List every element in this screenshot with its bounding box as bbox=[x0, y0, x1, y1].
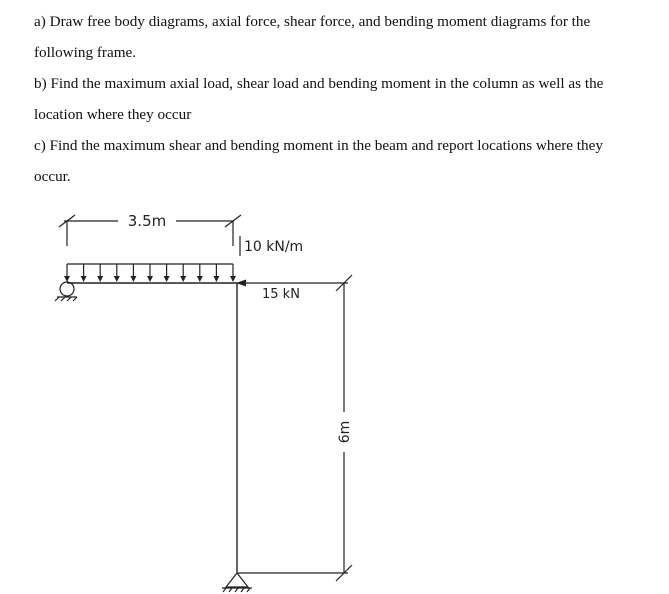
beam-length-label: 3.5m bbox=[127, 212, 167, 230]
roller-circle bbox=[60, 282, 74, 296]
question-a-line-1: a) Draw free body diagrams, axial force, shear force, and bending moment diagrams for the bbox=[34, 13, 591, 30]
question-a-line-2: following frame. bbox=[34, 44, 137, 61]
column-height-label: 6m bbox=[337, 420, 353, 444]
load-arrowhead bbox=[213, 276, 219, 282]
load-arrowhead bbox=[64, 276, 70, 282]
load-arrowhead bbox=[130, 276, 136, 282]
load-arrowhead bbox=[81, 276, 87, 282]
load-arrowhead bbox=[114, 276, 120, 282]
question-c-line-1: c) Find the maximum shear and bending moment in the beam and report locations where they bbox=[34, 137, 603, 154]
load-arrows bbox=[64, 264, 236, 282]
distributed-load bbox=[64, 264, 236, 282]
point-load-arrow bbox=[236, 280, 348, 287]
pin-triangle bbox=[226, 573, 248, 587]
load-arrowhead bbox=[147, 276, 153, 282]
pin-support-icon bbox=[222, 573, 252, 592]
distributed-load-label: 10 kN/m bbox=[244, 239, 304, 255]
question-b-line-2: location where they occur bbox=[34, 106, 192, 123]
load-arrowhead bbox=[230, 276, 236, 282]
load-arrowhead bbox=[164, 276, 170, 282]
point-load-label: 15 kN bbox=[262, 287, 300, 302]
roller-support-icon bbox=[55, 282, 77, 301]
load-arrowhead bbox=[197, 276, 203, 282]
column-height-dimension bbox=[238, 275, 352, 581]
load-arrowhead bbox=[97, 276, 103, 282]
question-c-line-2: occur. bbox=[34, 168, 71, 185]
question-b-line-1: b) Find the maximum axial load, shear load and bending moment in the column as well as the bbox=[34, 75, 604, 92]
load-arrowhead bbox=[180, 276, 186, 282]
